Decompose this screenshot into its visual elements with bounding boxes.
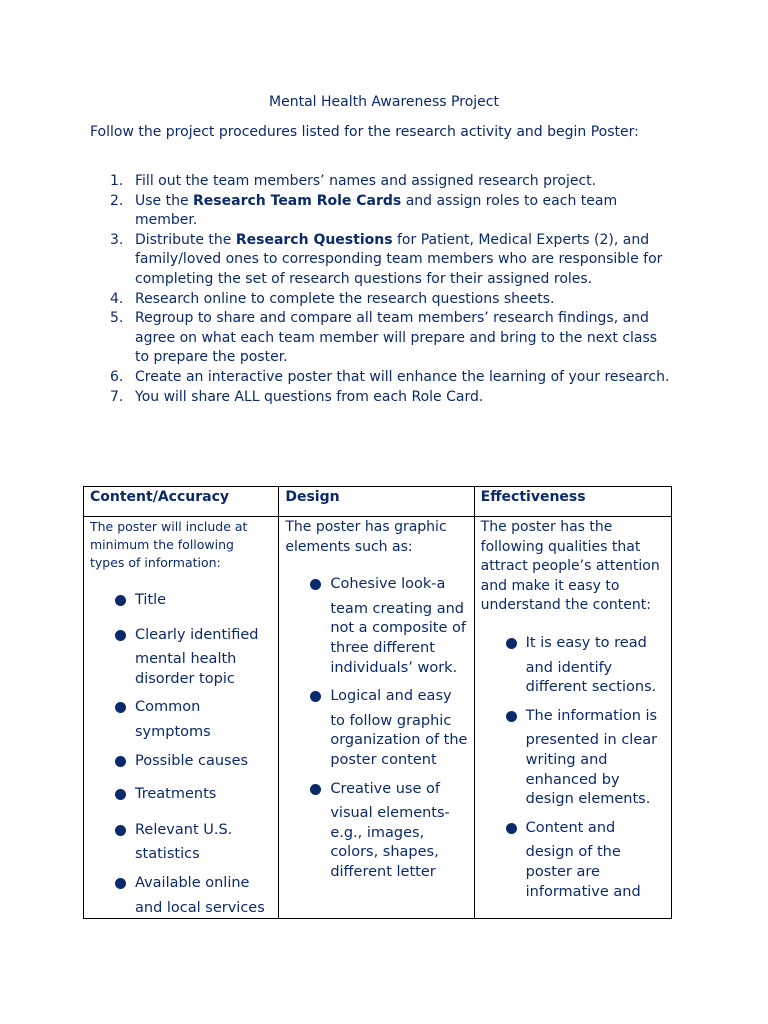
list-item bbox=[90, 388, 670, 408]
list-item bbox=[90, 874, 272, 918]
list-item bbox=[481, 819, 665, 902]
column-header: Effectiveness bbox=[475, 487, 671, 517]
item-number: 1. bbox=[110, 173, 124, 189]
item-text: Fill out the team members’ names and assigned research project. bbox=[135, 173, 597, 189]
item-text: You will share ALL questions from each Role Card. bbox=[135, 388, 484, 405]
column-header: Design bbox=[279, 487, 473, 517]
item-text-cont: mental health disorder topic bbox=[135, 651, 237, 687]
item-number: 4. bbox=[110, 290, 124, 307]
bullet-list bbox=[90, 591, 272, 918]
column-body bbox=[279, 518, 473, 883]
item-text: Treatments bbox=[135, 786, 217, 803]
document-title: Mental Health Awareness Project bbox=[269, 94, 499, 110]
item-text-cont: to follow graphic organization of the poster content bbox=[330, 712, 468, 768]
item-text-cont: presented in clear writing and enhanced by design elements. bbox=[525, 732, 658, 808]
item-text-cont: design of the poster are informative and bbox=[525, 844, 641, 900]
item-text-cont: visual elements- e.g., images, colors, shapes, different letter bbox=[330, 805, 450, 880]
item-text: The information is bbox=[525, 707, 658, 724]
bullet-icon bbox=[506, 638, 517, 649]
bullet-icon bbox=[115, 595, 126, 606]
item-text: Content and bbox=[525, 819, 616, 836]
item-text: Available online bbox=[135, 874, 250, 891]
item-number: 2. bbox=[110, 192, 124, 209]
item-text-cont: and local services bbox=[135, 899, 265, 916]
list-item bbox=[481, 707, 665, 810]
item-text: Title bbox=[135, 592, 167, 608]
item-text: Research online to complete the research questions sheets. bbox=[135, 290, 555, 307]
item-text: Creative use of bbox=[330, 780, 440, 797]
bullet-icon bbox=[115, 825, 126, 836]
list-item bbox=[90, 368, 670, 388]
list-item bbox=[90, 290, 670, 310]
item-text-cont: and identify different sections. bbox=[525, 659, 657, 696]
item-text-cont: statistics bbox=[135, 846, 200, 863]
item-text: Relevant U.S. bbox=[135, 821, 233, 838]
list-item bbox=[90, 785, 272, 805]
item-number: 6. bbox=[110, 368, 124, 385]
rubric-table bbox=[83, 486, 672, 919]
item-text: Create an interactive poster that will enhance the learning of your research. bbox=[135, 368, 670, 385]
item-text: Common bbox=[135, 699, 201, 716]
list-item bbox=[90, 192, 670, 231]
column-body bbox=[84, 518, 278, 918]
item-text-cont: team creating and not a composite of three different individuals’ work. bbox=[330, 600, 466, 676]
list-item bbox=[90, 309, 670, 368]
item-text: Distribute the bbox=[135, 231, 236, 248]
bullet-icon bbox=[506, 711, 517, 722]
item-number: 5. bbox=[110, 310, 124, 327]
bullet-icon bbox=[506, 823, 517, 834]
item-text-cont: symptoms bbox=[135, 723, 211, 740]
list-item bbox=[90, 752, 272, 772]
item-number: 3. bbox=[110, 231, 124, 248]
list-item bbox=[90, 172, 670, 192]
bullet-icon bbox=[115, 630, 126, 641]
rubric-column-design bbox=[279, 487, 474, 918]
bullet-icon bbox=[310, 784, 321, 795]
bullet-icon bbox=[115, 789, 126, 800]
item-number: 7. bbox=[110, 388, 124, 405]
rubric-column-content bbox=[84, 487, 279, 918]
bullet-icon bbox=[115, 702, 126, 713]
list-item bbox=[90, 231, 670, 290]
bullet-icon bbox=[310, 579, 321, 590]
item-text: It is easy to read bbox=[525, 634, 647, 651]
intro-paragraph: Follow the project procedures listed for the research activity and begin Poster: bbox=[90, 124, 639, 140]
column-intro: The poster has graphic elements such as: bbox=[285, 519, 447, 555]
item-text: Cohesive look-a bbox=[330, 576, 446, 593]
bullet-list bbox=[285, 575, 467, 882]
list-item bbox=[285, 575, 467, 678]
list-item bbox=[90, 821, 272, 865]
item-text: Regroup to share and compare all team members’ research findings, and agree on what each team member will prepare and bring to the next class to prepare the poster. bbox=[135, 310, 658, 366]
procedures-list bbox=[90, 172, 670, 407]
list-item bbox=[90, 626, 272, 690]
item-text: Possible causes bbox=[135, 752, 249, 769]
list-item bbox=[90, 698, 272, 742]
item-text: Logical and easy bbox=[330, 688, 452, 705]
column-header: Content/Accuracy bbox=[84, 487, 278, 517]
list-item bbox=[90, 591, 272, 611]
bullet-list bbox=[481, 634, 665, 902]
column-intro: The poster will include at minimum the following types of information: bbox=[90, 519, 248, 570]
list-item bbox=[285, 780, 467, 883]
list-item bbox=[285, 687, 467, 770]
item-text: and assign roles to each team member. bbox=[135, 192, 618, 229]
list-item bbox=[481, 634, 665, 698]
item-bold-text: Research Questions bbox=[235, 231, 393, 248]
bullet-icon bbox=[115, 878, 126, 889]
item-text: Clearly identified bbox=[135, 626, 259, 643]
item-text: Use the bbox=[135, 192, 194, 209]
bullet-icon bbox=[115, 756, 126, 767]
column-intro: The poster has the following qualities that attract people’s attention and make it easy to understand the content: bbox=[480, 519, 660, 614]
item-bold-text: Research Team Role Cards bbox=[193, 192, 402, 209]
column-body bbox=[475, 518, 671, 902]
item-text: for Patient, Medical Experts (2), and family/loved ones to corresponding team members who are responsible for completing the set of research questions for their assigned roles. bbox=[135, 231, 663, 287]
bullet-icon bbox=[310, 691, 321, 702]
rubric-column-effectiveness bbox=[475, 487, 671, 918]
